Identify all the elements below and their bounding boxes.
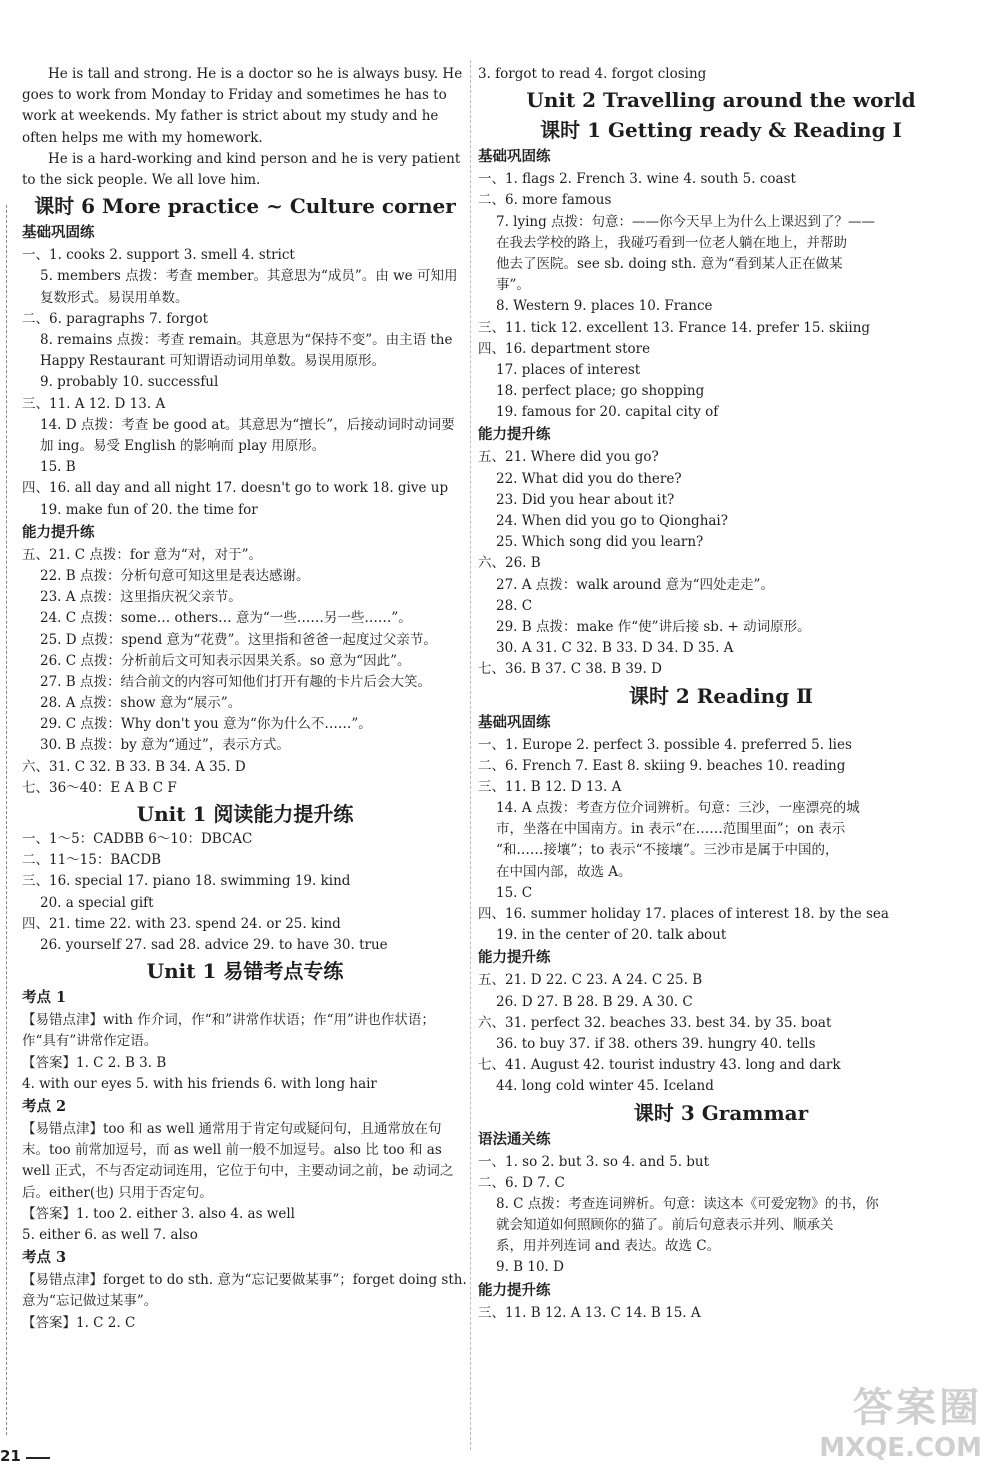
answer-line: 27. A 点拨：walk around 意为“四处走走”。	[496, 576, 774, 593]
answer-line: 5. either 6. as well 7. also	[22, 1226, 198, 1243]
answer-line: 二、6. more famous	[478, 192, 612, 209]
answer-line: “和……接壤”；to 表示“不接壤”。三沙市是属于中国的，	[496, 842, 839, 859]
answer-line: 20. a special gift	[40, 894, 154, 911]
subsection-heading: 考点 1	[22, 989, 67, 1007]
subsection-heading: 考点 2	[22, 1097, 67, 1115]
answer-line: 一、1. Europe 2. perfect 3. possible 4. preferred 5. lies	[478, 736, 852, 753]
section-heading: 课时 6 More practice ~ Culture corner	[34, 194, 456, 219]
answer-line: 一、1. so 2. but 3. so 4. and 5. but	[478, 1153, 710, 1170]
answer-line: 28. A 点拨：show 意为“展示”。	[40, 695, 242, 712]
answer-line: 7. lying 点拨：句意：——你今天早上为什么上课迟到了？——	[496, 213, 876, 230]
watermark-logo: 答案圈	[853, 1385, 982, 1431]
section-heading: Unit 1 阅读能力提升练	[136, 802, 354, 826]
answer-line: 二、11～15：BACDB	[22, 852, 162, 869]
answer-line: 五、21. Where did you go?	[478, 449, 659, 466]
answer-line: 29. C 点拨：Why don't you 意为“你为什么不……”。	[40, 716, 372, 733]
section-heading: 课时 2 Reading Ⅱ	[628, 683, 814, 708]
answer-line: 15. B	[40, 459, 76, 476]
answer-line: 【答案】1. C 2. B 3. B	[22, 1054, 167, 1071]
body-paragraph: He is tall and strong. He is a doctor so he is always busy. He goes to work from Monday to Friday and sometimes he has to work at weekends. My father is strict about my study and he often helps me with my homework.	[22, 66, 463, 146]
body-paragraph: He is a hard-working and kind person and he is very patient to the sick people. We all love him.	[22, 150, 461, 189]
answer-line: 36. to buy 37. if 38. others 39. hungry 40. tells	[496, 1035, 816, 1052]
answer-line: 26. C 点拨：分析前后文可知表示因果关系。so 意为“因此”。	[40, 652, 411, 669]
section-heading: 课时 1 Getting ready & Reading Ⅰ	[540, 118, 902, 143]
answer-line: 24. When did you go to Qionghai?	[496, 513, 728, 529]
answer-line: 19. in the center of 20. talk about	[496, 927, 727, 944]
answer-line: 二、6. D 7. C	[478, 1174, 565, 1191]
answer-line: 5. members 点拨：考查 member。其意思为“成员”。由 we 可知用复数形式。易误用单数。	[40, 268, 458, 306]
note-block: 【易错点津】with 作介词，作“和”讲常作状语；作“用”讲也作状语；作“具有”讲常作定语。	[22, 1012, 435, 1050]
answer-line: 三、11. A 12. D 13. A	[22, 395, 166, 412]
left-margin-mark	[6, 205, 7, 1435]
answer-line: 四、16. all day and all night 17. doesn't go to work 18. give up	[22, 480, 449, 497]
answer-line: 29. B 点拨：make 作“使”讲后接 sb. + 动词原形。	[496, 618, 811, 635]
answer-line: 二、6. French 7. East 8. skiing 9. beaches 10. reading	[478, 757, 846, 774]
answer-line: 26. D 27. B 28. B 29. A 30. C	[496, 993, 693, 1010]
answer-line: 事”。	[496, 277, 530, 294]
answer-line: 18. perfect place; go shopping	[496, 383, 705, 400]
answer-line: 22. What did you do there?	[496, 470, 682, 487]
answer-line: 七、36. B 37. C 38. B 39. D	[478, 661, 662, 678]
answer-line: 一、1. flags 2. French 3. wine 4. south 5. coast	[478, 171, 796, 188]
answer-line: 六、26. B	[478, 555, 541, 572]
watermark	[819, 1376, 982, 1463]
subsection-heading: 基础巩固练	[22, 224, 95, 242]
section-heading: Unit 1 易错考点专练	[146, 959, 344, 984]
section-heading: Unit 2 Travelling around the world	[526, 88, 916, 113]
answer-line: 8. remains 点拨：考查 remain。其意思为“保持不变”。由主语 the Happy Restaurant 可知谓语动词用单数。易误用原形。	[40, 332, 453, 370]
subsection-heading: 基础巩固练	[478, 148, 551, 166]
answer-line: 27. B 点拨：结合前文的内容可知他们打开有趣的卡片后会大笑。	[40, 673, 431, 690]
section-heading: 课时 3 Grammar	[633, 1100, 809, 1125]
answer-line: 9. B 10. D	[496, 1259, 564, 1276]
answer-line: 五、21. C 点拨：for 意为“对，对于”。	[22, 546, 263, 563]
page-number-rule	[26, 1457, 50, 1459]
answer-line: 在中国内部，故选 A。	[496, 863, 632, 880]
watermark-url: MXQE.COM	[819, 1433, 982, 1463]
answer-line: 四、16. department store	[478, 340, 651, 357]
answer-line: 14. D 点拨：考查 be good at。其意思为“擅长”，后接动词时动词要加 ing。易受 English 的影响而 play 用原形。	[40, 416, 455, 454]
answer-line: 28. C	[496, 597, 533, 614]
answer-line: 15. C	[496, 884, 533, 901]
answer-line: 系，用并列连词 and 表达。故选 C。	[496, 1238, 721, 1255]
answer-line: 17. places of interest	[496, 361, 641, 378]
answer-line: 44. long cold winter 45. Iceland	[496, 1078, 714, 1095]
answer-line: 19. famous for 20. capital city of	[496, 404, 719, 421]
answer-line: 19. make fun of 20. the time for	[40, 501, 258, 518]
answer-line: 五、21. D 22. C 23. A 24. C 25. B	[478, 972, 703, 989]
answer-line: 三、11. tick 12. excellent 13. France 14. prefer 15. skiing	[478, 319, 871, 336]
answer-line: 四、16. summer holiday 17. places of interest 18. by the sea	[478, 906, 889, 922]
answer-line: 就会知道如何照顾你的猫了。前后句意表示并列、顺承关	[496, 1217, 834, 1234]
answer-line: 23. A 点拨：这里指庆祝父亲节。	[40, 589, 242, 606]
subsection-heading: 能力提升练	[22, 523, 95, 541]
answer-line: 23. Did you hear about it?	[496, 491, 675, 508]
subsection-heading: 能力提升练	[478, 949, 551, 967]
left-column	[22, 64, 468, 1334]
answer-line: 七、41. August 42. tourist industry 43. long and dark	[478, 1057, 841, 1074]
answer-line: 三、16. special 17. piano 18. swimming 19. kind	[22, 873, 351, 890]
answer-line: 8. Western 9. places 10. France	[496, 298, 713, 315]
page-number: 21	[0, 1447, 21, 1465]
subsection-heading: 语法通关练	[478, 1130, 551, 1148]
answer-line: 一、1～5：CADBB 6～10：DBCAC	[22, 831, 253, 847]
answer-line: 六、31. C 32. B 33. B 34. A 35. D	[22, 758, 246, 775]
answer-line: 14. A 点拨：考查方位介词辨析。句意：三沙，一座漂亮的城	[496, 800, 860, 817]
answer-line: 四、21. time 22. with 23. spend 24. or 25. kind	[22, 915, 341, 932]
subsection-heading: 考点 3	[22, 1249, 67, 1267]
answer-line: 七、36～40：E A B C F	[22, 779, 177, 796]
subsection-heading: 能力提升练	[478, 1281, 551, 1299]
answer-line: 24. C 点拨：some… others… 意为“一些……另一些……”。	[40, 610, 412, 627]
answer-line: 4. with our eyes 5. with his friends 6. with long hair	[22, 1075, 377, 1092]
answer-line: 3. forgot to read 4. forgot closing	[478, 66, 707, 82]
answer-line: 【答案】1. too 2. either 3. also 4. as well	[22, 1205, 295, 1222]
answer-line: 市，坐落在中国南方。in 表示“在……范围里面”；on 表示	[496, 821, 846, 838]
answer-line: 25. Which song did you learn?	[496, 534, 704, 551]
note-block: 【易错点津】forget to do sth. 意为“忘记要做某事”；forget doing sth. 意为“忘记做过某事”。	[22, 1272, 467, 1310]
right-column	[478, 64, 964, 1324]
answer-line: 【答案】1. C 2. C	[22, 1314, 136, 1331]
answer-line: 30. A 31. C 32. B 33. D 34. D 35. A	[496, 640, 734, 657]
answer-line: 22. B 点拨：分析句意可知这里是表达感谢。	[40, 567, 310, 584]
answer-line: 三、11. B 12. D 13. A	[478, 778, 622, 795]
note-block: 【易错点津】too 和 as well 通常用于肯定句或疑问句，且通常放在句末。too 前常加逗号，而 as well 前一般不加逗号。also 比 too 和 as well 正式，不与否定动词连用，它位于句中，主要动词之前，be 动词之后。either(也) 只用于否定句。	[22, 1120, 454, 1201]
subsection-heading: 基础巩固练	[478, 713, 551, 731]
column-divider	[470, 60, 471, 1450]
answer-line: 他去了医院。see sb. doing sth. 意为“看到某人正在做某	[496, 255, 843, 272]
answer-line: 六、31. perfect 32. beaches 33. best 34. by 35. boat	[478, 1014, 832, 1031]
answer-line: 一、1. cooks 2. support 3. smell 4. strict	[22, 247, 295, 264]
answer-line: 8. C 点拨：考查连词辨析。句意：读这本《可爱宠物》的书，你	[496, 1195, 879, 1212]
answer-line: 二、6. paragraphs 7. forgot	[22, 310, 209, 327]
answer-line: 在我去学校的路上，我碰巧看到一位老人躺在地上，并帮助	[496, 234, 847, 251]
answer-line: 三、11. B 12. A 13. C 14. B 15. A	[478, 1304, 701, 1321]
answer-line: 25. D 点拨：spend 意为“花费”。这里指和爸爸一起度过父亲节。	[40, 631, 437, 648]
answer-line: 26. yourself 27. sad 28. advice 29. to have 30. true	[40, 936, 388, 953]
subsection-heading: 能力提升练	[478, 426, 551, 444]
answer-line: 9. probably 10. successful	[40, 374, 219, 391]
answer-line: 30. B 点拨：by 意为“通过”，表示方式。	[40, 737, 290, 754]
